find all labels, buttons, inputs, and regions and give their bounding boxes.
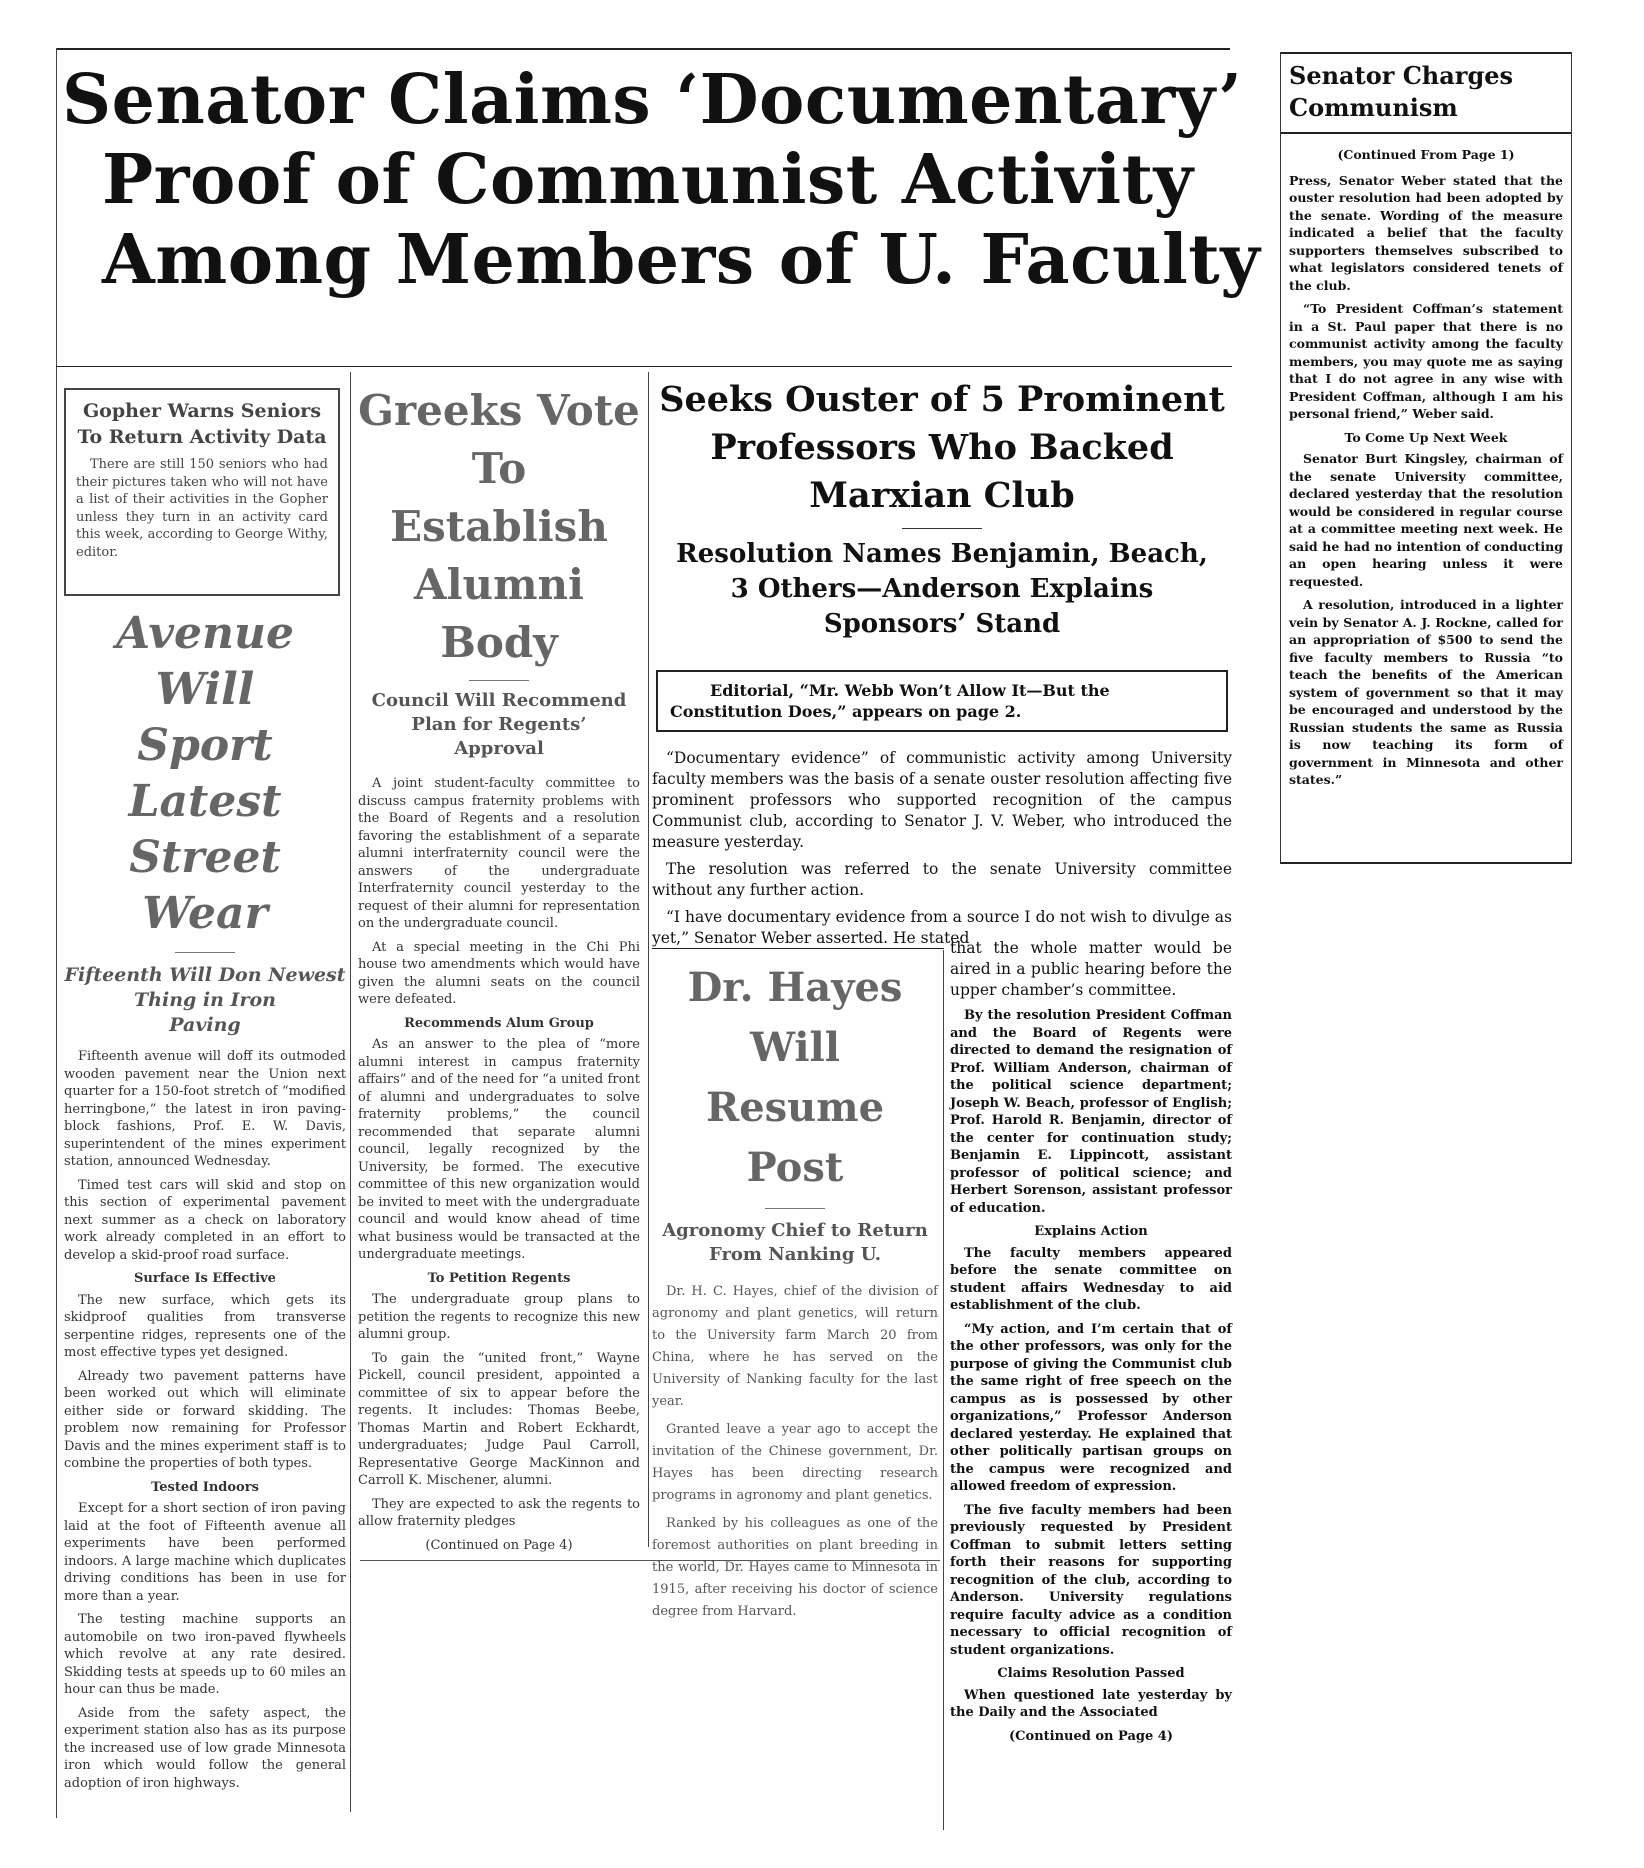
greeks-continued: (Continued on Page 4) [425, 1537, 573, 1553]
avenue-subhead-line-2: Thing in Iron [134, 989, 276, 1011]
hayes-subhead-line-2: From Nanking U. [708, 1244, 882, 1265]
greeks-subhead-line-3: Approval [454, 738, 544, 759]
ouster-sub2: Claims Resolution Passed [997, 1666, 1185, 1681]
hayes-headline [652, 958, 938, 1198]
hayes-headline-line-1: Dr. Hayes Will [687, 964, 903, 1071]
hayes-top-rule [652, 948, 944, 949]
avenue-p3: The new surface, which gets its skidproof qualities from transverse serpentine ridges, represents one of the most effective types yet designed. [64, 1292, 346, 1360]
ouster-article [652, 376, 1232, 955]
greeks-subhead [358, 689, 640, 761]
avenue-headline-line-1: Avenue Will [116, 608, 294, 715]
ouster-p2: The resolution was referred to the senate University committee without any further action. [652, 860, 1232, 899]
greeks-p3: As an answer to the plea of “more alumni interest in campus fraternity affairs” and of the need for “a united front of alumni and undergraduates to solve fraternity problems,” the council recommended that separate alumni council, legally recognized by the University, be formed. The executive committee of this new organization would be invited to meet with the undergraduate council and would know ahead of time what business would be transacted at the undergraduate meetings. [358, 1037, 640, 1262]
charges-headline-line-1: Senator Charges [1289, 61, 1514, 90]
ouster-subhead-line-1: Resolution Names Benjamin, Beach, [676, 539, 1208, 569]
main-headline [62, 60, 1261, 300]
gopher-text: There are still 150 seniors who had their pictures taken who will not have a list of their activities in the Gopher unless they turn in an activity card this week, according to George Withy, editor. [76, 457, 328, 560]
greeks-p5: To gain the “united front,” Wayne Pickell, council president, appointed a committee of six to appear before the regents. It includes: Thomas Beebe, Thomas Martin and Robert Eckhardt, undergraduates; Judge Paul Carroll, Representative George MacKinnon and Carroll K. Mischener, alumni. [358, 1350, 640, 1488]
ouster-p3: “I have documentary evidence from a source I do not wish to divulge as yet,” Senator Weber asserted. He stated [652, 908, 1232, 947]
greeks-subhead-line-2: Plan for Regents’ [411, 714, 587, 735]
main-headline-line-1: Senator Claims ‘Documentary’ [62, 60, 1243, 140]
ouster-p4: that the whole matter would be aired in a public hearing before the upper chamber’s committee. [950, 939, 1232, 999]
hayes-p3: Ranked by his colleagues as one of the foremost authorities on plant breeding in the world, Dr. Hayes came to Minnesota in 1915, after receiving his doctor of science degree from Harvard. [652, 1516, 938, 1619]
ouster-headline-line-2: Professors Who Backed [710, 427, 1174, 468]
ouster-subhead [652, 537, 1232, 642]
hayes-article [652, 958, 938, 1629]
editorial-box [656, 670, 1228, 732]
charges-p2: “To President Coffman’s statement in a St. Paul paper that there is no communist activity among the faculty members, you may quote me as saying that I do not agree in any wise with President Coffman, although I am his personal friend,” Weber said. [1289, 301, 1563, 421]
avenue-headline-line-3: Street Wear [129, 832, 281, 939]
avenue-headline [64, 606, 346, 942]
ouster-p5: By the resolution President Coffman and the Board of Regents were directed to demand the resignation of Prof. William Anderson, chairman of the political science department; Joseph W. Beach, professor of English; Prof. Harold R. Benjamin, director of the center for continuation study; Benjamin E. Lippincott, assistant professor of political science; and Herbert Sorenson, assistant professor of education. [950, 1008, 1232, 1216]
ouster-p1: “Documentary evidence” of communistic activity among University faculty members was the basis of a senate ouster resolution affecting five prominent professors who supported recognition of the campus Communist club, according to Senator J. V. Weber, who introduced the measure yesterday. [652, 749, 1232, 851]
charges-p1: Press, Senator Weber stated that the ouster resolution had been adopted by the senate. Wording of the measure indicated a belief that the faculty supporters themselves subscribed to what legislators considered tenets of the club. [1289, 172, 1563, 293]
ouster-p6: The faculty members appeared before the senate committee on student affairs Wednesday to aid establishment of the club. [950, 1245, 1232, 1313]
avenue-headline-line-2: Sport Latest [128, 720, 282, 827]
editorial-text: Editorial, “Mr. Webb Won’t Allow It—But the Constitution Does,” appears on page 2. [670, 681, 1110, 721]
avenue-subhead-line-3: Paving [169, 1014, 241, 1036]
headline-rule [56, 366, 1232, 367]
ouster-p8: The five faculty members had been previously requested by President Coffman to submit letters setting forth their reasons for supporting recognition of the club, according to Anderson. University regulations require faculty advice as a condition necessary to official recognition of student organizations. [950, 1502, 1232, 1658]
greeks-subhead-line-1: Council Will Recommend [371, 690, 627, 711]
main-headline-line-2: Proof of Communist Activity [102, 140, 1194, 220]
ouster-sub1: Explains Action [1034, 1224, 1148, 1239]
charges-sub1: To Come Up Next Week [1344, 429, 1508, 445]
greeks-article [358, 382, 640, 1554]
ouster-headline [652, 376, 1232, 520]
avenue-p1: Fifteenth avenue will doff its outmoded wooden pavement near the Union next quarter for a 150-foot stretch of “modified herringbone,” the latest in iron paving-block fashions, Prof. E. W. Davis, superintendent of the mines experiment station, announced Wednesday. [64, 1049, 346, 1169]
greeks-headline-line-3: Alumni Body [413, 560, 584, 667]
gopher-headline-line-1: Gopher Warns Seniors [82, 400, 322, 422]
avenue-sub2: Tested Indoors [151, 1479, 259, 1495]
charges-clipping [1280, 52, 1572, 864]
avenue-subhead-line-1: Fifteenth Will Don Newest [64, 964, 346, 986]
greeks-headline-line-1: Greeks Vote [358, 386, 640, 435]
avenue-article [64, 606, 346, 1798]
charges-headline [1289, 60, 1563, 124]
ouster-p7: “My action, and I’m certain that of the other professors, was only for the purpose of giving the Communist club the same right of free speech on the campus as is possessed by other organizations,” Professor Anderson declared yesterday. He explained that other politically partisan groups on the campus were recognized and allowed freedom of expression. [950, 1321, 1232, 1494]
greeks-p4: The undergraduate group plans to petition the regents to recognize this new alumni group. [358, 1292, 640, 1342]
greeks-headline [358, 382, 640, 672]
gopher-box [64, 388, 340, 596]
avenue-p6: The testing machine supports an automobile on two iron-paved flywheels which revolve at any rate desired. Skidding tests at speeds up to 60 miles an hour can thus be made. [64, 1612, 346, 1697]
charges-headline-line-2: Communism [1289, 93, 1458, 122]
ouster-continued: (Continued on Page 4) [1009, 1728, 1173, 1744]
col-divider-2 [648, 372, 649, 1547]
charges-p4: A resolution, introduced in a lighter vein by Senator A. J. Rockne, called for an appropriation of $500 to send the five faculty members to Russia “to teach the benefits of the American system of government so that it may be encouraged and understood by the Russian students the same as Russia is now teaching its form of government in Minnesota and other states.” [1289, 597, 1563, 787]
top-rule [56, 48, 1230, 50]
greeks-sub1: Recommends Alum Group [404, 1015, 594, 1031]
ouster-headline-line-3: Marxian Club [809, 475, 1075, 516]
hayes-p2: Granted leave a year ago to accept the invitation of the Chinese government, Dr. Hayes has been directing research programs in agronomy and plant genetics. [652, 1422, 938, 1503]
avenue-sub1: Surface Is Effective [134, 1271, 276, 1286]
ouster-continuation [950, 938, 1232, 1745]
col-divider-3 [943, 950, 944, 1830]
greeks-headline-line-2: To Establish [390, 444, 608, 551]
col-divider-1 [350, 372, 351, 1812]
gopher-headline-line-2: To Return Activity Data [77, 426, 327, 448]
ouster-subhead-line-3: Sponsors’ Stand [823, 609, 1061, 639]
charges-p3: Senator Burt Kingsley, chairman of the senate University committee, declared yesterday that the resolution would be considered in regular course at a committee meeting next week. He said he had no intention of conducting an open hearing unless it were requested. [1289, 451, 1563, 589]
avenue-p4: Already two pavement patterns have been worked out which will eliminate either side or forward skidding. The problem now remaining for Professor Davis and the mines experiment staff is to combine the properties of both types. [64, 1368, 346, 1471]
left-border [56, 48, 57, 1818]
avenue-subhead [64, 963, 346, 1038]
ouster-headline-line-1: Seeks Ouster of 5 Prominent [659, 379, 1225, 420]
avenue-p7: Aside from the safety aspect, the experiment station also has as its purpose the increased use of low grade Minnesota iron which would follow the general adoption of iron highways. [64, 1705, 346, 1791]
greeks-p1: A joint student-faculty committee to discuss campus fraternity problems with the Board of Regents and a resolution favoring the establishment of a separate alumni interfraternity council were the answers of the undergraduate Interfraternity council yesterday to the request of their alumni for representation on the undergraduate council. [358, 776, 640, 931]
gopher-headline [76, 398, 328, 450]
greeks-p2: At a special meeting in the Chi Phi house two amendments which would have given the alumni seats on the council were defeated. [358, 939, 640, 1007]
avenue-p5: Except for a short section of iron paving laid at the foot of Fifteenth avenue all experiments have been performed indoors. A large machine which duplicates driving conditions has been in use for more than a year. [64, 1501, 346, 1604]
greeks-sub2: To Petition Regents [427, 1270, 571, 1286]
ouster-p9: When questioned late yesterday by the Daily and the Associated [950, 1687, 1232, 1720]
hayes-subhead [652, 1219, 938, 1267]
hayes-subhead-line-1: Agronomy Chief to Return [662, 1220, 928, 1241]
avenue-p2: Timed test cars will skid and stop on this section of experimental pavement next summer as a check on laboratory work already completed in an effort to develop a skid-proof road surface. [64, 1177, 346, 1263]
main-headline-line-3: Among Members of U. Faculty [102, 220, 1261, 300]
hayes-headline-line-2: Resume Post [705, 1084, 885, 1191]
greeks-p6: They are expected to ask the regents to allow fraternity pledges [358, 1496, 640, 1529]
ouster-subhead-line-2: 3 Others—Anderson Explains [730, 574, 1154, 604]
charges-continued-from: (Continued From Page 1) [1337, 147, 1515, 162]
hayes-p1: Dr. H. C. Hayes, chief of the division of agronomy and plant genetics, will return to the University farm March 20 from China, where he has served on the University of Nanking faculty for the last year. [652, 1284, 938, 1409]
